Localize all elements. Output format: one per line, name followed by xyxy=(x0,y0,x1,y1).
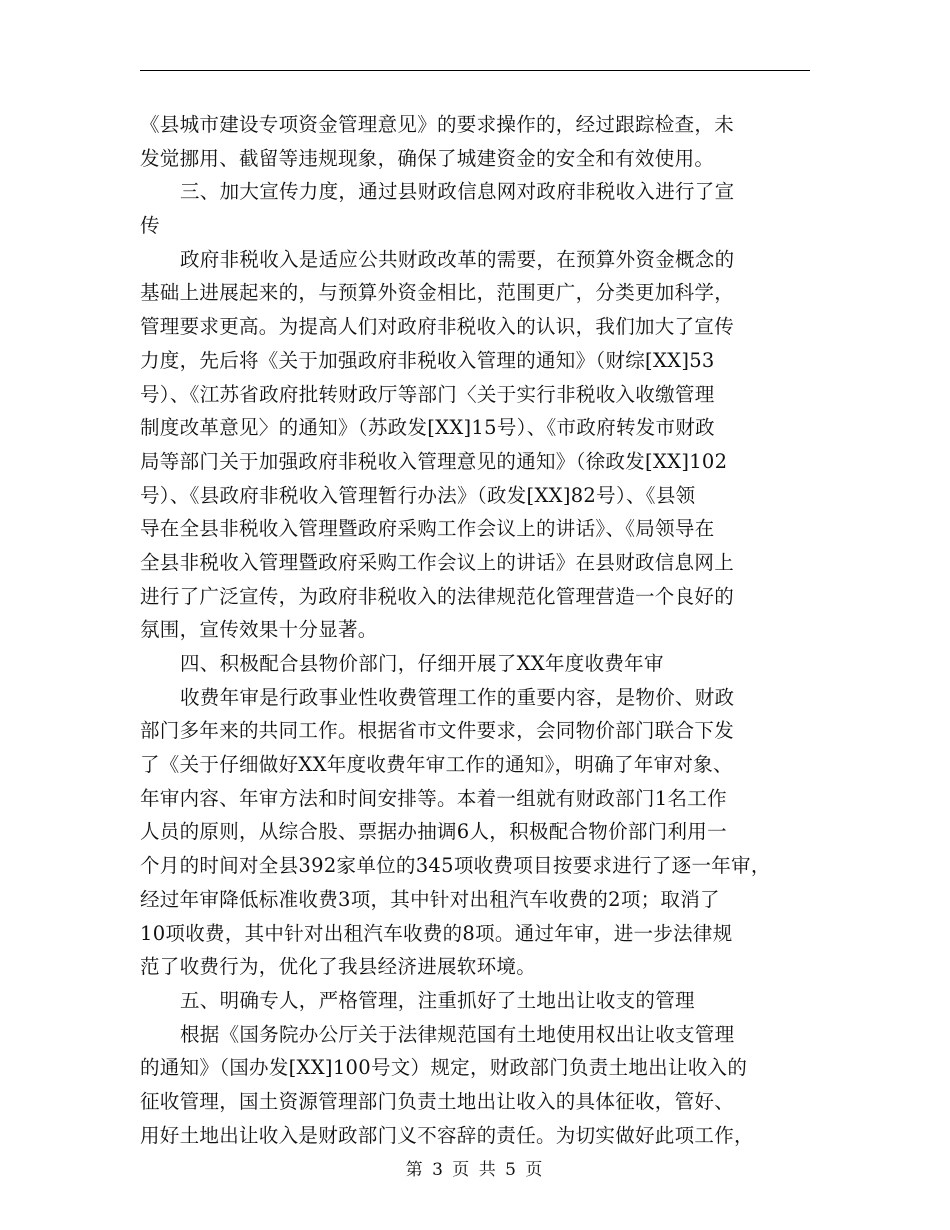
text-line: 局等部门关于加强政府非税收入管理意见的通知》（徐政发[XX]102 xyxy=(140,449,728,473)
text-line: 人员的原则，从综合股、票据办抽调6人，积极配合物价部门利用一 xyxy=(140,820,727,844)
text-line: 四、积极配合县物价部门，仔细开展了XX年度收费年审 xyxy=(180,652,664,675)
text-line: 全县非税收入管理暨政府采购工作会议上的讲话》在县财政信息网上 xyxy=(140,550,735,574)
text-line: 号）、《江苏省政府批转财政厅等部门〈关于实行非税收入收缴管理 xyxy=(140,382,715,406)
text-line: 导在全县非税收入管理暨政府采购工作会议上的讲话》、《局领导在 xyxy=(140,517,715,541)
text-line: 氛围，宣传效果十分显著。 xyxy=(140,618,378,642)
text-line: 个月的时间对全县392家单位的345项收费项目按要求进行了逐一年审， xyxy=(140,854,771,878)
text-line: 基础上进展起来的，与预算外资金相比，范围更广，分类更加科学， xyxy=(140,281,735,305)
text-line: 《县城市建设专项资金管理意见》的要求操作的，经过跟踪检查，未 xyxy=(140,113,735,136)
text-line: 管理要求更高。为提高人们对政府非税收入的认识，我们加大了宣传 xyxy=(140,315,735,339)
text-line: 范了收费行为，优化了我县经济进展软环境。 xyxy=(140,955,537,979)
page-number-footer: 第 3 页 共 5 页 xyxy=(405,1160,545,1180)
text-line: 征收管理，国土资源管理部门负责土地出让收入的具体征收，管好、 xyxy=(140,1089,735,1113)
text-line: 了《关于仔细做好XX年度收费年审工作的通知》，明确了年审对象、 xyxy=(140,753,733,777)
text-line: 传 xyxy=(140,214,160,238)
text-line: 10项收费，其中针对出租汽车收费的8项。通过年审，进一步法律规 xyxy=(140,921,733,945)
text-line: 政府非税收入是适应公共财政改革的需要，在预算外资金概念的 xyxy=(180,247,735,271)
text-line: 部门多年来的共同工作。根据省市文件要求，会同物价部门联合下发 xyxy=(140,719,735,743)
text-line: 发觉挪用、截留等违规现象，确保了城建资金的安全和有效使用。 xyxy=(140,146,715,170)
text-line: 根据《国务院办公厅关于法律规范国有土地使用权出让收支管理 xyxy=(180,1022,735,1046)
header-rule xyxy=(140,70,810,71)
text-line: 五、明确专人，严格管理，注重抓好了土地出让收支的管理 xyxy=(180,988,695,1012)
text-line: 用好土地出让收入是财政部门义不容辞的责任。为切实做好此项工作， xyxy=(140,1123,754,1147)
document-body xyxy=(140,108,830,1152)
text-line: 制度改革意见〉的通知》（苏政发[XX]15号）、《市政府转发市财政 xyxy=(140,416,715,440)
text-line: 三、加大宣传力度，通过县财政信息网对政府非税收入进行了宣 xyxy=(180,180,735,204)
text-line: 进行了广泛宣传，为政府非税收入的法律规范化管理营造一个良好的 xyxy=(140,584,735,608)
text-line: 号）、《县政府非税收入管理暂行办法》（政发[XX]82号）、《县领 xyxy=(140,483,696,507)
text-line: 经过年审降低标准收费3项，其中针对出租汽车收费的2项；取消了 xyxy=(140,887,720,911)
text-line: 的通知》（国办发[XX]100号文）规定，财政部门负责土地出让收入的 xyxy=(140,1056,748,1080)
text-line: 力度，先后将《关于加强政府非税收入管理的通知》（财综[XX]53 xyxy=(140,348,715,372)
text-line: 年审内容、年审方法和时间安排等。本着一组就有财政部门1名工作 xyxy=(140,786,727,810)
text-line: 收费年审是行政事业性收费管理工作的重要内容，是物价、财政 xyxy=(180,685,735,709)
